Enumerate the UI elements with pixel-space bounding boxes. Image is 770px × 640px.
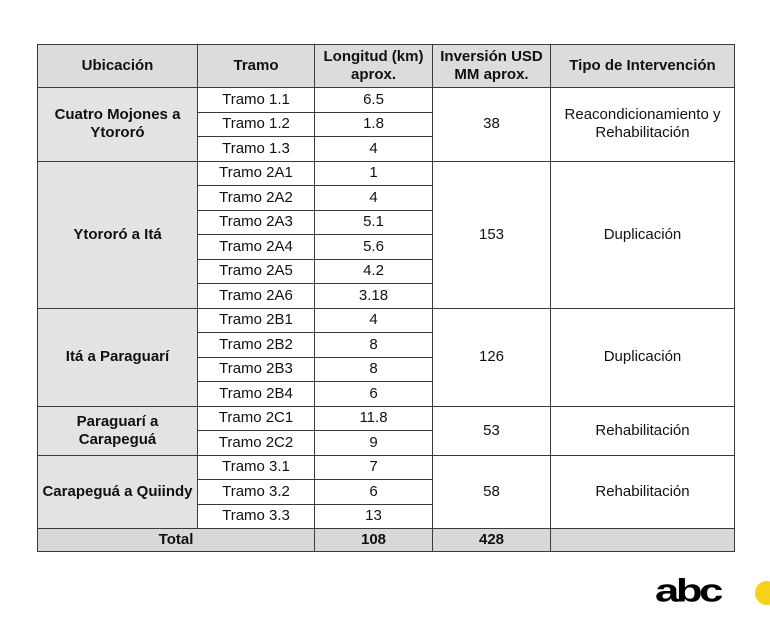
- length-cell: 5.6: [315, 235, 433, 260]
- intervention-cell: Reacondicionamiento y Rehabilitación: [551, 88, 735, 162]
- length-cell: 11.8: [315, 406, 433, 431]
- tramo-cell: Tramo 1.3: [198, 137, 315, 162]
- investment-cell: 58: [433, 455, 551, 529]
- header-inversion: Inversión USD MM aprox.: [433, 45, 551, 88]
- total-label: Total: [38, 529, 315, 552]
- tramo-cell: Tramo 2B1: [198, 308, 315, 333]
- tramo-cell: Tramo 1.2: [198, 112, 315, 137]
- header-tramo: Tramo: [198, 45, 315, 88]
- length-cell: 4: [315, 137, 433, 162]
- tramo-cell: Tramo 2B3: [198, 357, 315, 382]
- header-longitud: Longitud (km) aprox.: [315, 45, 433, 88]
- tramo-cell: Tramo 3.2: [198, 480, 315, 505]
- header-tipo-intervencion: Tipo de Intervención: [551, 45, 735, 88]
- abc-logo-accent: [755, 581, 770, 605]
- tramo-cell: Tramo 2B2: [198, 333, 315, 358]
- length-cell: 8: [315, 357, 433, 382]
- length-cell: 3.18: [315, 284, 433, 309]
- tramo-cell: Tramo 1.1: [198, 88, 315, 113]
- tramo-cell: Tramo 2A4: [198, 235, 315, 260]
- intervention-cell: Rehabilitación: [551, 406, 735, 455]
- table-row: [38, 455, 735, 480]
- location-cell: Itá a Paraguarí: [38, 308, 198, 406]
- total-row: [38, 529, 735, 552]
- investment-cell: 126: [433, 308, 551, 406]
- tramo-cell: Tramo 2B4: [198, 382, 315, 407]
- location-cell: Carapeguá a Quiindy: [38, 455, 198, 529]
- tramo-cell: Tramo 2C2: [198, 431, 315, 456]
- length-cell: 13: [315, 504, 433, 529]
- table-body: [38, 88, 735, 529]
- tramo-cell: Tramo 2A1: [198, 161, 315, 186]
- tramo-cell: Tramo 2A2: [198, 186, 315, 211]
- table-row: [38, 88, 735, 113]
- abc-logo-text: abc: [655, 576, 720, 610]
- tramo-cell: Tramo 2C1: [198, 406, 315, 431]
- length-cell: 6: [315, 382, 433, 407]
- length-cell: 9: [315, 431, 433, 456]
- length-cell: 6: [315, 480, 433, 505]
- location-cell: Paraguarí a Carapeguá: [38, 406, 198, 455]
- length-cell: 7: [315, 455, 433, 480]
- intervention-cell: Rehabilitación: [551, 455, 735, 529]
- length-cell: 6.5: [315, 88, 433, 113]
- investment-cell: 153: [433, 161, 551, 308]
- investment-cell: 53: [433, 406, 551, 455]
- total-km: 108: [315, 529, 433, 552]
- total-investment: 428: [433, 529, 551, 552]
- location-cell: Ytororó a Itá: [38, 161, 198, 308]
- header-row: [38, 45, 735, 88]
- table-row: [38, 308, 735, 333]
- intervention-cell: Duplicación: [551, 308, 735, 406]
- length-cell: 4: [315, 186, 433, 211]
- tramo-cell: Tramo 3.3: [198, 504, 315, 529]
- table-row: [38, 161, 735, 186]
- intervention-cell: Duplicación: [551, 161, 735, 308]
- abc-logo: [655, 576, 770, 616]
- length-cell: 1: [315, 161, 433, 186]
- length-cell: 4: [315, 308, 433, 333]
- tramo-cell: Tramo 2A3: [198, 210, 315, 235]
- header-ubicacion: Ubicación: [38, 45, 198, 88]
- length-cell: 1.8: [315, 112, 433, 137]
- total-empty-cell: [551, 529, 735, 552]
- location-cell: Cuatro Mojones a Ytororó: [38, 88, 198, 162]
- table-row: [38, 406, 735, 431]
- tramo-cell: Tramo 2A6: [198, 284, 315, 309]
- tramo-cell: Tramo 2A5: [198, 259, 315, 284]
- length-cell: 8: [315, 333, 433, 358]
- length-cell: 4.2: [315, 259, 433, 284]
- road-sections-table: [37, 44, 735, 552]
- tramo-cell: Tramo 3.1: [198, 455, 315, 480]
- length-cell: 5.1: [315, 210, 433, 235]
- investment-cell: 38: [433, 88, 551, 162]
